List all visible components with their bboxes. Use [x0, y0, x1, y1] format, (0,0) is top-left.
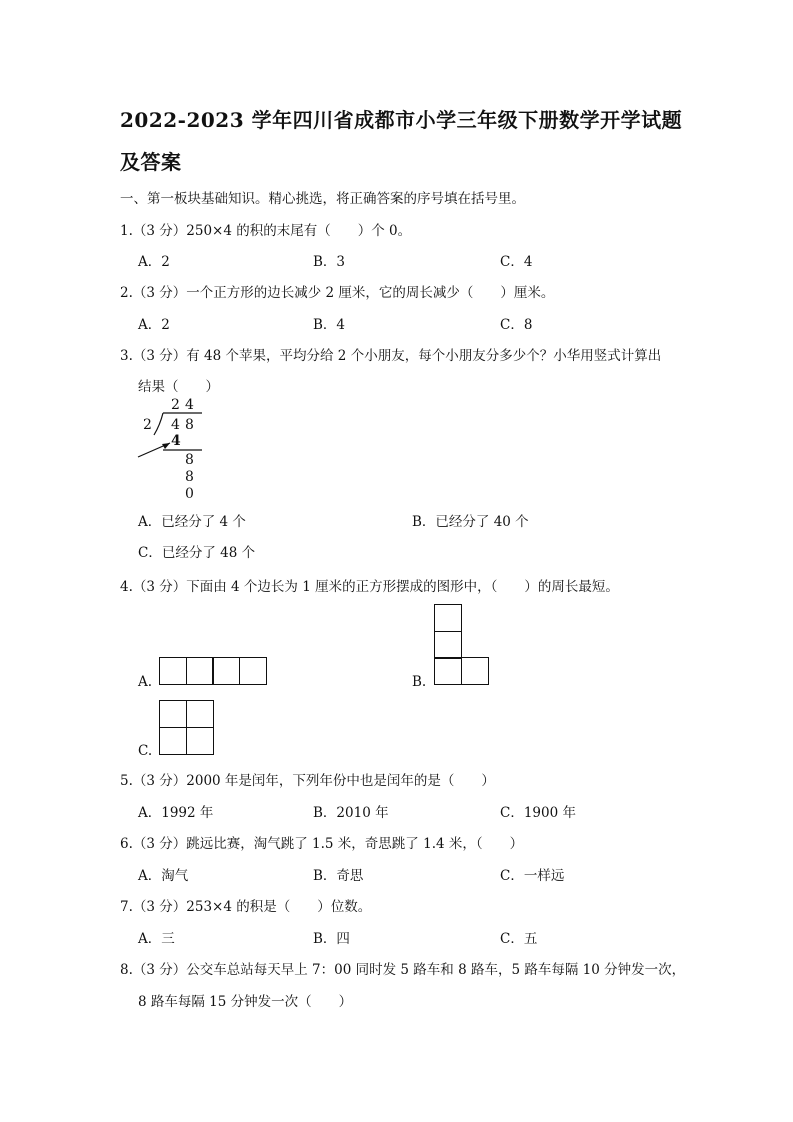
q5-option-a: A．1992 年 [138, 805, 214, 821]
square [159, 700, 187, 728]
q3-option-b: B．已经分了 40 个 [412, 514, 529, 530]
shape-b-l-shape [434, 604, 490, 687]
document-title-line2: 及答案 [120, 150, 182, 174]
section-heading: 一、第一板块基础知识。精心挑选，将正确答案的序号填在括号里。 [120, 191, 525, 207]
quotient-digit: 2 [171, 397, 180, 413]
q3-option-c: C．已经分了 48 个 [138, 545, 256, 561]
square [434, 657, 462, 685]
q5-option-b: B．2010 年 [313, 805, 389, 821]
q1-option-b: B．3 [313, 254, 346, 270]
square [186, 700, 214, 728]
question-1: 1.（3 分）250×4 的积的末尾有（ ）个 0。 [120, 223, 412, 239]
question-3-cont: 结果（ ） [138, 379, 219, 395]
division-bracket [130, 395, 210, 505]
step-bring-down: 8 [185, 452, 194, 468]
divisor: 2 [143, 417, 152, 433]
dividend-digit: 8 [185, 417, 194, 433]
q7-option-a: A．三 [138, 931, 175, 947]
square [186, 727, 214, 755]
shape-c-two-by-two [159, 700, 215, 756]
question-7: 7.（3 分）253×4 的积是（ ）位数。 [120, 899, 372, 915]
question-8: 8.（3 分）公交车总站每天早上 7：00 同时发 5 路车和 8 路车，5 路车每隔 10 分钟发一次， [120, 962, 686, 978]
q7-option-c: C．五 [500, 931, 538, 947]
q3-option-a: A．已经分了 4 个 [138, 514, 246, 530]
q2-option-b: B．4 [313, 317, 346, 333]
square [461, 657, 489, 685]
q6-option-a: A．淘气 [138, 868, 189, 884]
square [186, 657, 214, 685]
step-product-2: 8 [185, 469, 194, 485]
question-5: 5.（3 分）2000 年是闰年，下列年份中也是闰年的是（ ） [120, 773, 495, 789]
question-2: 2.（3 分）一个正方形的边长减少 2 厘米，它的周长减少（ ）厘米。 [120, 285, 555, 301]
q7-option-b: B．四 [313, 931, 350, 947]
square [239, 657, 267, 685]
q2-option-c: C．8 [500, 317, 533, 333]
q1-option-a: A．2 [138, 254, 170, 270]
q5-option-c: C．1900 年 [500, 805, 576, 821]
question-4: 4.（3 分）下面由 4 个边长为 1 厘米的正方形摆成的图形中，（ ）的周长最短。 [120, 579, 619, 595]
q4-option-b-label: B. [412, 674, 427, 690]
q6-option-c: C．一样远 [500, 868, 565, 884]
question-6: 6.（3 分）跳远比赛，淘气跳了 1.5 米，奇思跳了 1.4 米，（ ） [120, 836, 524, 852]
step-product: 4 [171, 433, 181, 449]
question-8-cont: 8 路车每隔 15 分钟发一次（ ） [138, 994, 353, 1010]
square [434, 631, 462, 659]
square [434, 604, 462, 632]
quotient-digit: 4 [185, 397, 194, 413]
q6-option-b: B．奇思 [313, 868, 364, 884]
square [159, 727, 187, 755]
dividend-digit: 4 [171, 417, 180, 433]
square [212, 657, 240, 685]
q4-option-c-label: C. [138, 743, 153, 759]
q2-option-a: A．2 [138, 317, 170, 333]
long-division-figure [130, 395, 210, 505]
square [159, 657, 187, 685]
shape-a-row-of-squares [159, 657, 267, 685]
remainder: 0 [185, 486, 194, 502]
question-3: 3.（3 分）有 48 个苹果，平均分给 2 个小朋友，每个小朋友分多少个？小华用竖式计算出 [120, 348, 662, 364]
q4-option-a-label: A. [138, 674, 153, 690]
q1-option-c: C．4 [500, 254, 533, 270]
document-title-line1: 2022-2023 学年四川省成都市小学三年级下册数学开学试题 [120, 108, 683, 132]
